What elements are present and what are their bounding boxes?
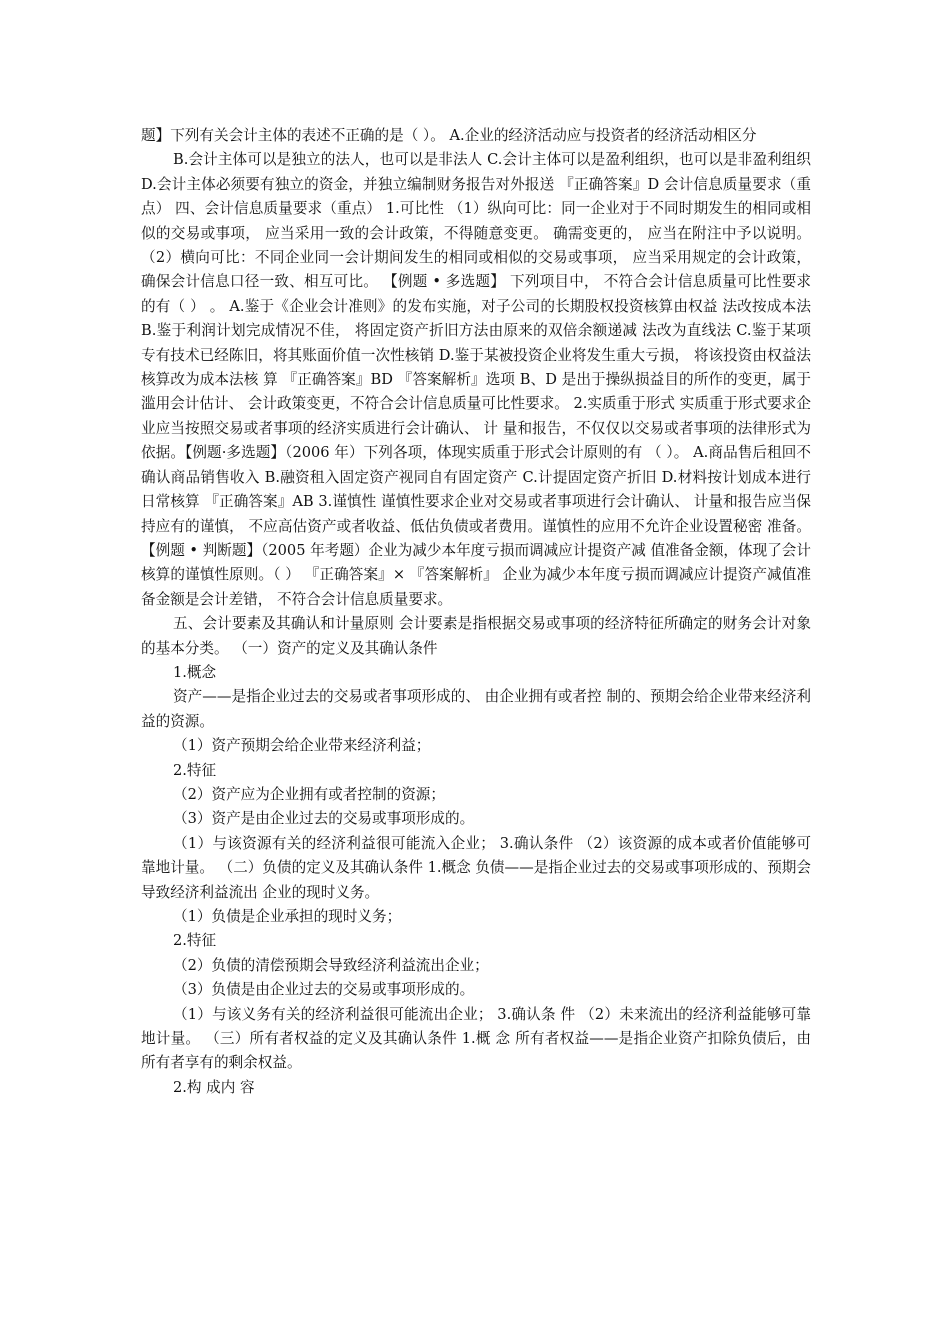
paragraph: （1）与该资源有关的经济利益很可能流入企业； 3.确认条件 （2）该资源的成本或者价值能够可靠地计量。 （二）负债的定义及其确认条件 1.概念 负债——是指企业过去的交易或事项形成的、预期会导致经济利益流出 企业的现时义务。 bbox=[141, 834, 811, 901]
paragraph: （1）负债是企业承担的现时义务； bbox=[173, 908, 402, 925]
paragraph: 资产——是指企业过去的交易或者事项形成的、 由企业拥有或者控 制的、预期会给企业带来经济利益的资源。 bbox=[141, 688, 811, 730]
paragraph: （1）资产预期会给企业带来经济利益； bbox=[173, 737, 431, 755]
document-body bbox=[141, 124, 811, 1100]
paragraph: （1）与该义务有关的经济利益很可能流出企业； 3.确认条 件 （2）未来流出的经济利益能够可靠地计量。 （三）所有者权益的定义及其确认条件 1.概 念 所有者权益——是指企业资产扣除负债后，由所有者享有的剩余权益。 bbox=[141, 1005, 811, 1072]
paragraph: 2.构 成内 容 bbox=[173, 1078, 255, 1096]
paragraph: （2）负债的清偿预期会导致经济利益流出企业； bbox=[173, 956, 489, 974]
paragraph: 2.特征 bbox=[173, 761, 217, 779]
paragraph: （2）资产应为企业拥有或者控制的资源； bbox=[173, 785, 445, 803]
paragraph: 五、会计要素及其确认和计量原则 会计要素是指根据交易或事项的经济特征所确定的财务会计对象的基本分类。 （一）资产的定义及其确认条件 bbox=[141, 615, 811, 657]
paragraph: （3）负债是由企业过去的交易或事项形成的。 bbox=[173, 981, 475, 999]
paragraph: （3）资产是由企业过去的交易或事项形成的。 bbox=[173, 810, 475, 828]
paragraph: 2.特征 bbox=[173, 932, 217, 950]
paragraph: B.会计主体可以是独立的法人，也可以是非法人 C.会计主体可以是盈利组织，也可以是非盈利组织 D.会计主体必须要有独立的资金，并独立编制财务报告对外报送 『正确答案』D 会计信息质量要求（重点） 四、会计信息质量要求（重点） 1.可比性 （1）纵向可比：同一企业对于不同时期发生的相同或相似的交易或事项， 应当采用一致的会计政策，不得随意变更。 确需变更的， 应当在附注中予以说明。 （2）横向可比：不同企业同一会计期间发生的相同或相似的交易或事项， 应当采用规定的会计政策，确保会计信息口径一致、相互可比。 【例题 • 多选题】 下列项目中， 不符合会计信息质量可比性要求的有（ ） 。 A.鉴于《企业会计准则》的发布实施，对子公司的长期股权投资核算由权益 法改按成本法 B.鉴于利润计划完成情况不佳， 将固定资产折旧方法由原来的双倍余额递减 法改为直线法 C.鉴于某项专有技术已经陈旧，将其账面价值一次性核销 D.鉴于某被投资企业将发生重大亏损， 将该投资由权益法核算改为成本法核 算 『正确答案』BD 『答案解析』选项 B、D 是出于操纵损益目的所作的变更，属于滥用会计估计、 会计政策变更，不符合会计信息质量可比性要求。 2.实质重于形式 实质重于形式要求企业应当按照交易或者事项的经济实质进行会计确认、 计 量和报告，不仅仅以交易或者事项的法律形式为依据。【例题·多选题】（2006 年）下列各项，体现实质重于形式会计原则的有 （ ）。 A.商品售后租回不确认商品销售收入 B.融资租入固定资产视同自有固定资产 C.计提固定资产折旧 D.材料按计划成本进行日常核算 『正确答案』AB 3.谨慎性 谨慎性要求企业对交易或者事项进行会计确认、 计量和报告应当保持应有的谨慎， 不应高估资产或者收益、低估负债或者费用。谨慎性的应用不允许企业设置秘密 准备。 【例题 • 判断题】（2005 年考题）企业为减少本年度亏损而调减应计提资产减 值准备金额，体现了会计核算的谨慎性原则。（ ） 『正确答案』× 『答案解析』 企业为减少本年度亏损而调减应计提资产减值准备金额是会计差错， 不符合会计信息质量要求。 bbox=[141, 151, 811, 608]
paragraph: 1.概念 bbox=[173, 663, 217, 681]
paragraph: 题】下列有关会计主体的表述不正确的是（ ）。 A.企业的经济活动应与投资者的经济活动相区分 bbox=[141, 127, 757, 144]
